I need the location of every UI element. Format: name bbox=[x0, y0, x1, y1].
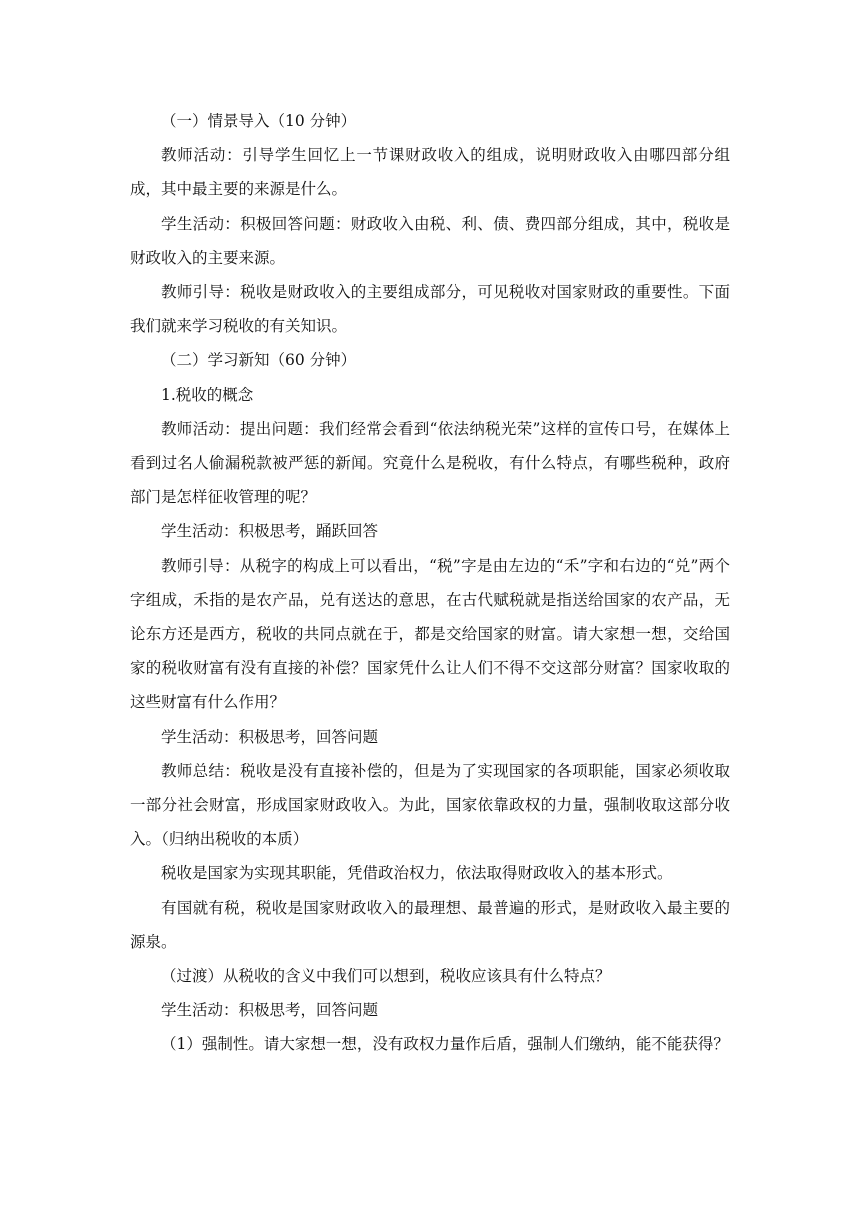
section-heading-intro: （一）情景导入（10 分钟） bbox=[161, 112, 357, 130]
paragraph-student-activity-3: 学生活动：积极思考，回答问题 bbox=[161, 727, 379, 746]
paragraph-teacher-summary: 教师总结：税收是没有直接补偿的，但是为了实现国家的各项职能，国家必须收取一部分社会财富，形成国家财政收入。为此，国家依靠政权的力量，强制收取这部分收入。（归纳出税收的本质） bbox=[130, 761, 730, 849]
paragraph-tax-definition: 税收是国家为实现其职能，凭借政治权力，依法取得财政收入的基本形式。 bbox=[161, 864, 673, 883]
paragraph-teacher-guide-1: 教师引导：税收是财政收入的主要组成部分，可见税收对国家财政的重要性。下面我们就来学习税收的有关知识。 bbox=[130, 283, 730, 336]
paragraph-student-activity-2: 学生活动：积极思考，踊跃回答 bbox=[161, 522, 379, 541]
section-heading-new-knowledge: （二）学习新知（60 分钟） bbox=[161, 351, 357, 370]
paragraph-compulsory-feature: （1）强制性。请大家想一想，没有政权力量作后盾，强制人们缴纳，能不能获得？ bbox=[161, 1035, 729, 1054]
paragraph-transition: （过渡）从税收的含义中我们可以想到，税收应该具有什么特点？ bbox=[161, 967, 611, 986]
subheading-tax-concept: 1.税收的概念 bbox=[161, 385, 254, 404]
document-body bbox=[130, 104, 730, 1062]
paragraph-teacher-guide-2: 教师引导：从税字的构成上可以看出，“税”字是由左边的“禾”字和右边的“兑”两个字组成，禾指的是农产品，兑有送达的意思，在古代赋税就是指送给国家的农产品，无论东方还是西方，税收的共同点就在于，都是交给国家的财富。请大家想一想，交给国家的税收财富有没有直接的补偿？国家凭什么让人们不得不交这部分财富？国家收取的这些财富有什么作用？ bbox=[130, 556, 731, 712]
paragraph-student-activity-4: 学生活动：积极思考，回答问题 bbox=[161, 1001, 379, 1020]
paragraph-student-activity-1: 学生活动：积极回答问题：财政收入由税、利、债、费四部分组成，其中，税收是财政收入的主要来源。 bbox=[130, 214, 730, 267]
paragraph-teacher-activity-1: 教师活动：引导学生回忆上一节课财政收入的组成，说明财政收入由哪四部分组成，其中最主要的来源是什么。 bbox=[130, 146, 730, 199]
paragraph-teacher-activity-2: 教师活动：提出问题：我们经常会看到“依法纳税光荣”这样的宣传口号，在媒体上看到过名人偷漏税款被严惩的新闻。究竟什么是税收，有什么特点，有哪些税种，政府部门是怎样征收管理的呢？ bbox=[130, 419, 730, 507]
paragraph-tax-importance: 有国就有税，税收是国家财政收入的最理想、最普遍的形式，是财政收入最主要的源泉。 bbox=[130, 898, 730, 951]
